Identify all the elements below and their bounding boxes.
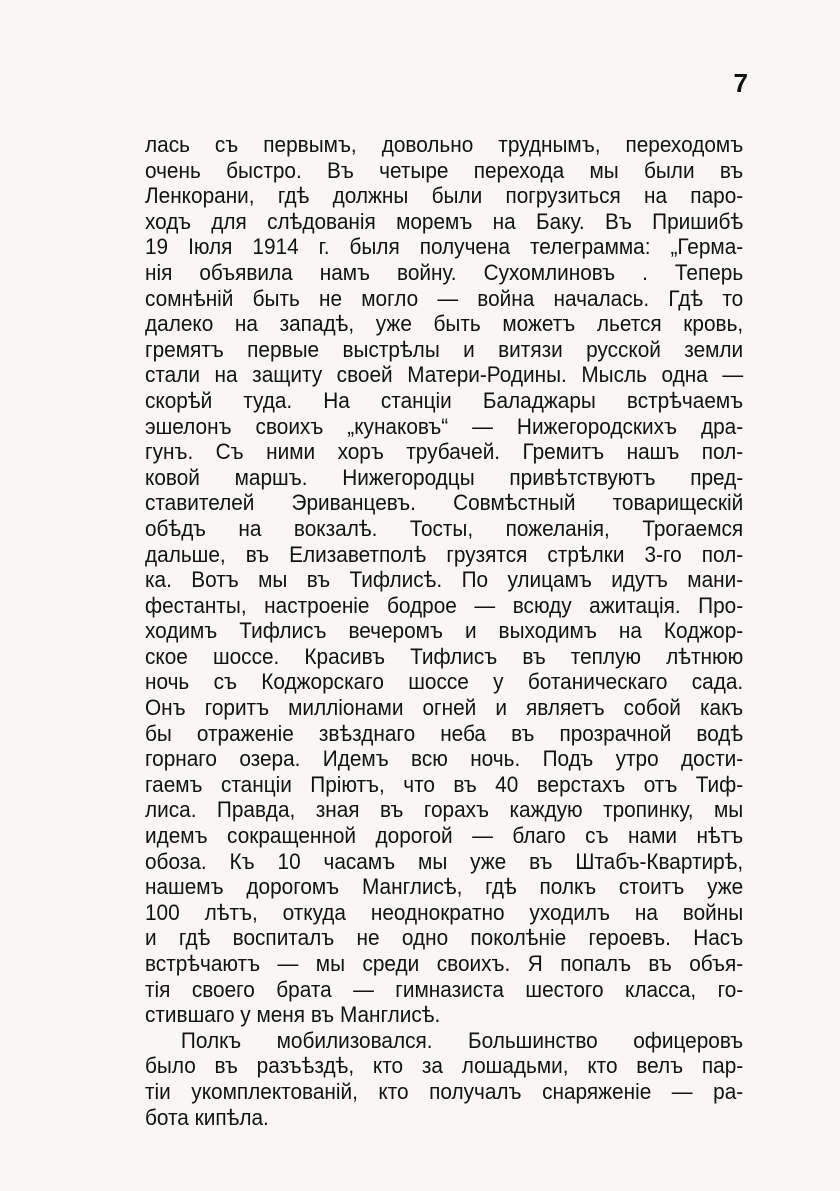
text-line: горнаго озера. Идемъ всю ночь. Подъ утро дости-: [145, 746, 744, 772]
text-line: ское шоссе. Красивъ Тифлисъ въ теплую лѣтнюю: [145, 643, 744, 669]
text-line: дальше, въ Елизаветполѣ грузятся стрѣлки 3-го пол-: [145, 541, 744, 567]
text-line: 100 лѣтъ, откуда неоднократно уходилъ на войны: [145, 899, 744, 925]
text-line: ходимъ Тифлисъ вечеромъ и выходимъ на Коджор-: [145, 618, 744, 644]
text-line: ка. Вотъ мы въ Тифлисѣ. По улицамъ идутъ мани-: [145, 567, 744, 593]
text-line: ходъ для слѣдованія моремъ на Баку. Въ Пришибѣ: [145, 208, 744, 234]
text-line: и гдѣ воспиталъ не одно поколѣніе героевъ. Насъ: [145, 925, 744, 951]
text-line: далеко на западѣ, уже быть можетъ льется кровь,: [145, 311, 744, 337]
text-line: гаемъ станціи Пріютъ, что въ 40 верстахъ отъ Тиф-: [145, 771, 744, 797]
text-line: ночь съ Коджорскаго шоссе у ботаническаго сада.: [145, 669, 744, 695]
text-line: было въ разъѣздѣ, кто за лошадьми, кто велъ пар-: [145, 1053, 744, 1079]
text-line: эшелонъ своихъ „кунаковъ“ — Нижегородскихъ дра-: [145, 413, 744, 439]
body-text: [145, 132, 743, 1130]
text-line: стали на защиту своей Матери-Родины. Мысль одна —: [145, 362, 744, 388]
text-line: гунъ. Съ ними хоръ трубачей. Гремитъ нашъ пол-: [145, 439, 744, 465]
text-line: скорѣй туда. На станціи Баладжары встрѣчаемъ: [145, 387, 744, 413]
paragraph-1: [145, 132, 743, 1028]
text-line: Полкъ мобилизовался. Большинство офицеровъ: [180, 1027, 744, 1053]
text-line: обѣдъ на вокзалѣ. Тосты, пожеланія, Трогаемся: [145, 515, 744, 541]
text-line: бота кипѣла.: [145, 1104, 269, 1130]
text-line: нія объявила намъ войну. Сухомлиновъ . Теперь: [145, 259, 744, 285]
text-line: ставителей Эриванцевъ. Совмѣстный товарищескій: [145, 490, 744, 516]
text-line: сомнѣній быть не могло — война началась. Гдѣ то: [145, 285, 744, 311]
text-line: гремятъ первые выстрѣлы и витязи русской земли: [145, 336, 744, 362]
text-line: лиса. Правда, зная въ горахъ каждую тропинку, мы: [145, 797, 744, 823]
text-line: встрѣчаютъ — мы среди своихъ. Я попалъ въ объя-: [145, 951, 744, 976]
paragraph-2: [145, 1028, 743, 1130]
text-line: Онъ горитъ милліонами огней и являетъ собой какъ: [145, 695, 744, 721]
text-line: стившаго у меня въ Манглисѣ.: [145, 1002, 441, 1028]
text-line: тіи укомплектованій, кто получалъ снаряженіе — ра-: [145, 1078, 744, 1104]
text-line: очень быстро. Въ четыре перехода мы были въ: [145, 157, 744, 183]
text-line: фестанты, настроеніе бодрое — всюду ажитація. Про-: [145, 592, 744, 618]
text-line: 19 Іюля 1914 г. быля получена телеграмма: „Герма-: [145, 234, 744, 260]
text-line: нашемъ дорогомъ Манглисѣ, гдѣ полкъ стоитъ уже: [145, 874, 744, 900]
text-line: Ленкорани, гдѣ должны были погрузиться на паро-: [145, 183, 744, 209]
text-line: обоза. Къ 10 часамъ мы уже въ Штабъ-Квартирѣ,: [145, 848, 744, 874]
text-line: идемъ сокращенной дорогой — благо съ нами нѣтъ: [145, 823, 744, 849]
text-line: ковой маршъ. Нижегородцы привѣтствуютъ пред-: [145, 464, 744, 490]
text-line: лась съ первымъ, довольно труднымъ, переходомъ: [145, 132, 744, 157]
text-line: бы отраженіе звѣзднаго неба въ прозрачной водѣ: [145, 720, 744, 746]
text-line: тія своего брата — гимназиста шестого класса, го-: [145, 976, 744, 1002]
page-number: 7: [733, 68, 748, 98]
